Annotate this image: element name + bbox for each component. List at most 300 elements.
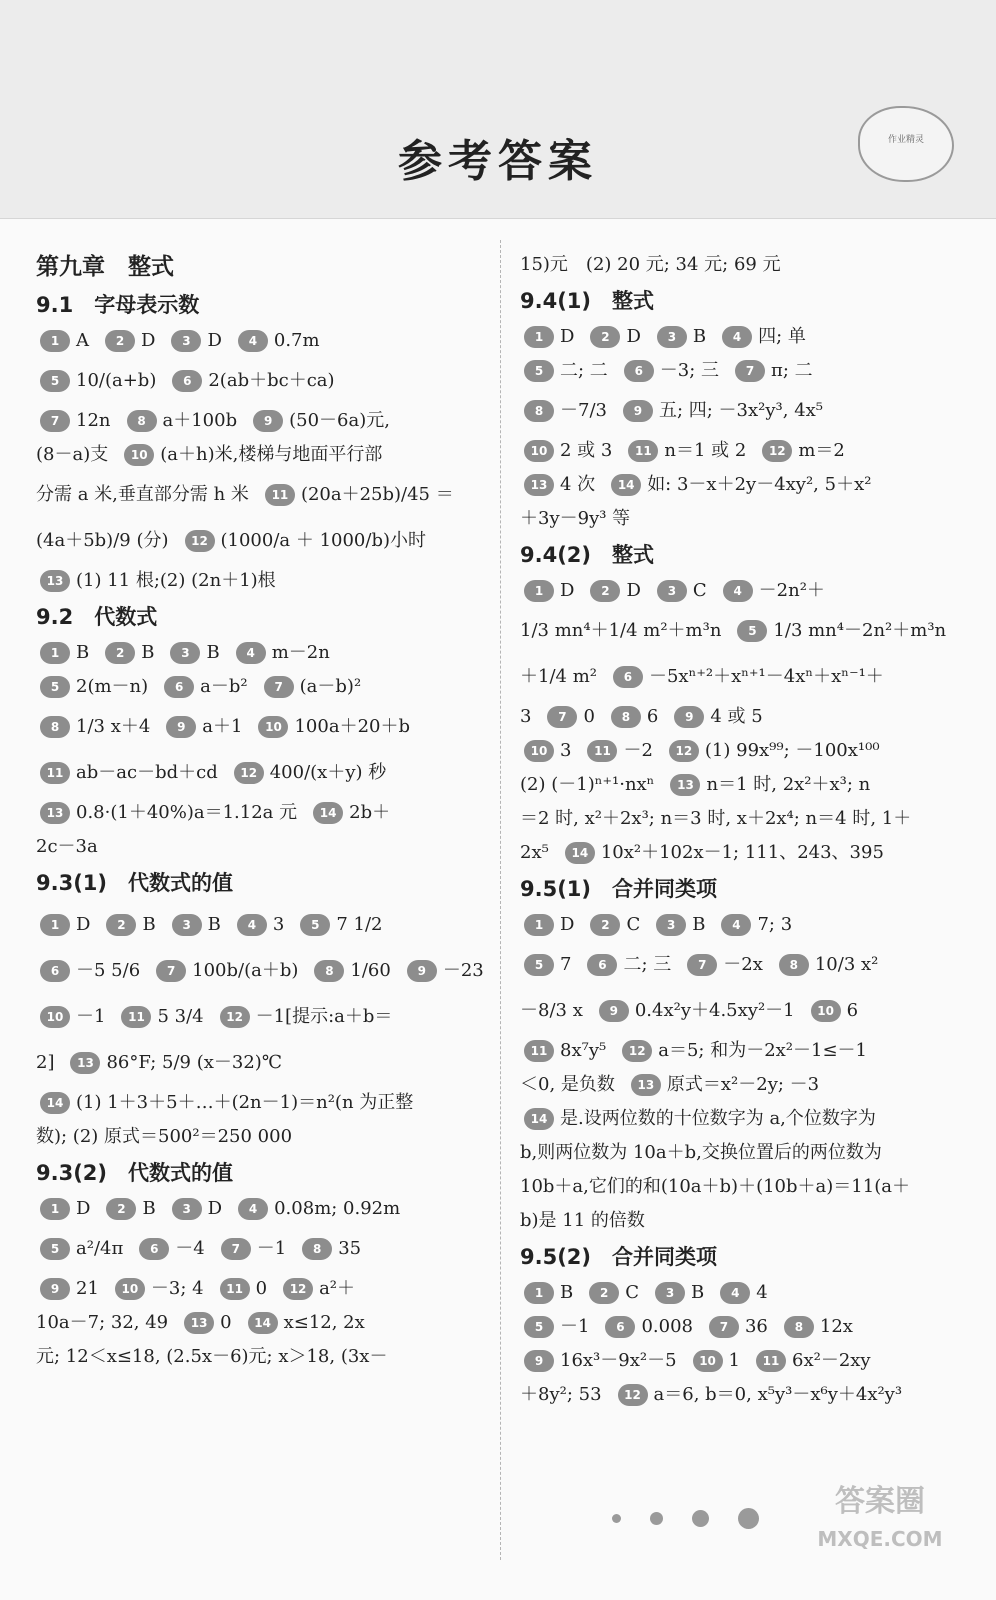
answer-text: (1) 11 根;(2) (2n＋1)根 xyxy=(76,570,276,591)
answer-text: 二; 三 xyxy=(623,954,672,975)
answer-line xyxy=(36,670,484,704)
answer-text: 100a＋20＋b xyxy=(294,716,410,737)
answer-text: －1 xyxy=(256,1238,287,1259)
question-number-badge: 9 xyxy=(40,1278,70,1300)
answer-text: 86°F; 5/9 (x－32)℃ xyxy=(106,1052,282,1073)
answer-text: ＋3y－9y³ 等 xyxy=(520,508,631,529)
answer-line xyxy=(36,438,484,472)
answer-text: 1/3 mn⁴－2n²＋m³n xyxy=(773,620,947,641)
answer-text: －8/3 x xyxy=(520,1000,583,1021)
answer-text: 6x²－2xy xyxy=(792,1350,871,1371)
answer-text: B xyxy=(207,914,221,935)
answer-text: 7 1/2 xyxy=(336,914,383,935)
answer-text: －3; 三 xyxy=(659,360,720,381)
answer-text: 12x xyxy=(819,1316,853,1337)
question-number-badge: 4 xyxy=(720,1282,750,1304)
answer-text: 分需 a 米,垂直部分需 h 米 xyxy=(36,484,249,505)
answer-text: (1) 1＋3＋5＋…＋(2n－1)＝n²(n 为正整 xyxy=(76,1092,414,1113)
answer-text: D xyxy=(207,1198,223,1219)
question-number-badge: 12 xyxy=(669,740,699,762)
answer-text: －5 5/6 xyxy=(76,960,141,981)
answer-text: 2(ab＋bc＋ca) xyxy=(208,370,335,391)
question-number-badge: 1 xyxy=(40,914,70,936)
question-number-badge: 6 xyxy=(164,676,194,698)
answer-text: ＋1/4 m² xyxy=(520,666,597,687)
question-number-badge: 3 xyxy=(172,1198,202,1220)
answer-line xyxy=(36,796,484,830)
answer-text: 12n xyxy=(76,410,111,431)
answer-text: C xyxy=(692,580,707,601)
section-heading: 9.5(2) 合并同类项 xyxy=(520,1245,718,1269)
answer-text: D xyxy=(141,330,156,351)
answer-text: D xyxy=(560,914,575,935)
question-number-badge: 12 xyxy=(762,440,792,462)
answer-text: 6 xyxy=(646,706,659,727)
section-heading: 9.4(2) 整式 xyxy=(520,543,655,567)
question-number-badge: 7 xyxy=(221,1238,251,1260)
answer-line xyxy=(36,948,484,994)
answer-text: a－b² xyxy=(200,676,248,697)
section-heading: 9.4(1) 整式 xyxy=(520,289,655,313)
answer-text: a＋1 xyxy=(202,716,243,737)
answer-text: 原式＝x²－2y; －3 xyxy=(666,1074,820,1095)
question-number-badge: 8 xyxy=(784,1316,814,1338)
question-number-badge: 13 xyxy=(524,474,554,496)
answer-line xyxy=(520,434,960,468)
answer-text: B xyxy=(141,642,155,663)
answer-line xyxy=(520,1102,960,1136)
answer-text: B xyxy=(206,642,220,663)
question-number-badge: 13 xyxy=(670,774,700,796)
answer-text: 0.4x²y＋4.5xy²－1 xyxy=(634,1000,795,1021)
answer-text: 1/3 x＋4 xyxy=(76,716,151,737)
answer-line xyxy=(36,994,484,1040)
answer-line xyxy=(520,320,960,354)
answer-text: (a＋h)米,楼梯与地面平行部 xyxy=(160,444,383,465)
answer-text: a²＋ xyxy=(319,1278,356,1299)
answer-text: π; 二 xyxy=(771,360,813,381)
question-number-badge: 12 xyxy=(185,530,215,552)
question-number-badge: 12 xyxy=(622,1040,652,1062)
answer-line xyxy=(520,654,960,700)
answer-text: 二; 二 xyxy=(560,360,608,381)
answer-line xyxy=(36,564,484,598)
answer-text: a²/4π xyxy=(76,1238,124,1259)
answer-line xyxy=(36,1306,484,1340)
question-number-badge: 3 xyxy=(655,1282,685,1304)
answer-line xyxy=(520,1378,960,1412)
answer-text: n＝1 时, 2x²＋x³; n xyxy=(706,774,871,795)
question-number-badge: 6 xyxy=(172,370,202,392)
answer-line xyxy=(520,502,960,536)
question-number-badge: 11 xyxy=(628,440,658,462)
question-number-badge: 14 xyxy=(313,802,343,824)
answer-text: －4 xyxy=(175,1238,205,1259)
answer-line xyxy=(36,902,484,948)
answer-line xyxy=(520,388,960,434)
question-number-badge: 6 xyxy=(624,360,654,382)
answer-text: 10b＋a,它们的和(10a＋b)＋(10b＋a)＝11(a＋ xyxy=(520,1176,910,1197)
answer-text: 10a－7; 32, 49 xyxy=(36,1312,169,1333)
answer-text: 36 xyxy=(744,1316,768,1337)
question-number-badge: 10 xyxy=(693,1350,723,1372)
answer-text: 7 xyxy=(560,954,572,975)
answer-text: x≤12, 2x xyxy=(283,1312,365,1333)
answer-text: (a－b)² xyxy=(299,676,362,697)
answer-text: m＝2 xyxy=(798,440,845,461)
answer-line xyxy=(36,704,484,750)
question-number-badge: 7 xyxy=(687,954,717,976)
answer-line xyxy=(36,1040,484,1086)
question-number-badge: 13 xyxy=(40,802,70,824)
answer-text: 五; 四; －3x²y³, 4x⁵ xyxy=(658,400,824,421)
question-number-badge: 9 xyxy=(407,960,437,982)
question-number-badge: 8 xyxy=(314,960,344,982)
section-heading: 9.1 字母表示数 xyxy=(36,293,200,317)
answer-text: (4a＋5b)/9 (分) xyxy=(36,530,169,551)
question-number-badge: 7 xyxy=(735,360,765,382)
answer-line xyxy=(520,802,960,836)
answer-text: 5 3/4 xyxy=(157,1006,204,1027)
question-number-badge: 14 xyxy=(565,842,595,864)
badge-text: 作业精灵 xyxy=(887,135,924,145)
question-number-badge: 14 xyxy=(248,1312,278,1334)
question-number-badge: 10 xyxy=(811,1000,841,1022)
question-number-badge: 9 xyxy=(524,1350,554,1372)
section-heading: 9.3(2) 代数式的值 xyxy=(36,1161,234,1185)
question-number-badge: 9 xyxy=(253,410,283,432)
answer-text: n＝1 或 2 xyxy=(664,440,747,461)
question-number-badge: 8 xyxy=(40,716,70,738)
answer-line xyxy=(520,908,960,942)
question-number-badge: 2 xyxy=(590,914,620,936)
question-number-badge: 5 xyxy=(40,1238,70,1260)
question-number-badge: 1 xyxy=(524,1282,554,1304)
answer-text: －1 xyxy=(76,1006,106,1027)
answer-text: 是.设两位数的十位数字为 a,个位数字为 xyxy=(560,1108,876,1129)
answer-text: －5xⁿ⁺²＋xⁿ⁺¹－4xⁿ＋xⁿ⁻¹＋ xyxy=(648,666,884,687)
answer-text: A xyxy=(76,330,89,351)
question-number-badge: 12 xyxy=(220,1006,250,1028)
answer-line xyxy=(520,700,960,734)
header-band xyxy=(0,0,996,219)
answer-line xyxy=(36,636,484,670)
question-number-badge: 9 xyxy=(166,716,196,738)
answer-line xyxy=(520,1170,960,1204)
answer-line xyxy=(520,468,960,502)
question-number-badge: 14 xyxy=(524,1108,554,1130)
question-number-badge: 12 xyxy=(618,1384,648,1406)
question-number-badge: 9 xyxy=(599,1000,629,1022)
question-number-badge: 11 xyxy=(220,1278,250,1300)
answer-line xyxy=(36,404,484,438)
answer-line xyxy=(520,1344,960,1378)
answer-text: B xyxy=(692,914,706,935)
answer-line xyxy=(520,734,960,768)
watermark-line1: 答案圈 xyxy=(835,1484,925,1519)
answer-text: (50－6a)元, xyxy=(289,410,390,431)
question-number-badge: 7 xyxy=(156,960,186,982)
question-number-badge: 11 xyxy=(756,1350,786,1372)
answer-text: 如: 3－x＋2y－4xy², 5＋x² xyxy=(647,474,872,495)
answer-line xyxy=(36,1086,484,1120)
question-number-badge: 1 xyxy=(524,914,554,936)
question-number-badge: 4 xyxy=(723,580,753,602)
answer-line xyxy=(36,1226,484,1272)
question-number-badge: 4 xyxy=(721,914,751,936)
question-number-badge: 1 xyxy=(524,580,554,602)
answer-line xyxy=(36,518,484,564)
answer-text: a＝5; 和为－2x²－1≤－1 xyxy=(658,1040,867,1061)
question-number-badge: 3 xyxy=(656,914,686,936)
question-number-badge: 13 xyxy=(70,1052,100,1074)
answer-text: －23 xyxy=(442,960,484,981)
right-answer-column xyxy=(520,248,960,1412)
question-number-badge: 8 xyxy=(302,1238,332,1260)
question-number-badge: 6 xyxy=(139,1238,169,1260)
question-number-badge: 7 xyxy=(264,676,294,698)
answer-line xyxy=(520,1034,960,1068)
section-heading: 9.3(1) 代数式的值 xyxy=(36,871,234,895)
question-number-badge: 3 xyxy=(657,326,687,348)
answer-line xyxy=(520,574,960,608)
answer-text: 3 xyxy=(520,706,532,727)
answer-text: 2b＋ xyxy=(349,802,391,823)
answer-text: 4 或 5 xyxy=(710,706,763,727)
answer-line xyxy=(520,942,960,988)
answer-text: D xyxy=(76,1198,91,1219)
answer-line xyxy=(36,324,484,358)
question-number-badge: 7 xyxy=(40,410,70,432)
question-number-badge: 1 xyxy=(40,1198,70,1220)
answer-text: 10x²＋102x－1; 111、243、395 xyxy=(600,842,884,863)
answer-text: (8－a)支 xyxy=(36,444,109,465)
left-answer-column xyxy=(36,248,484,1374)
question-number-badge: 13 xyxy=(631,1074,661,1096)
answer-text: 1/60 xyxy=(350,960,391,981)
answer-text: 4 次 xyxy=(560,474,596,495)
question-number-badge: 7 xyxy=(709,1316,739,1338)
dot xyxy=(738,1508,759,1529)
answer-text: 21 xyxy=(76,1278,99,1299)
answer-line xyxy=(520,248,960,282)
answer-text: 15)元 (2) 20 元; 34 元; 69 元 xyxy=(520,254,781,275)
question-number-badge: 13 xyxy=(40,570,70,592)
column-divider xyxy=(500,240,501,1560)
question-number-badge: 2 xyxy=(106,914,136,936)
answer-line xyxy=(36,1340,484,1374)
question-number-badge: 4 xyxy=(237,914,267,936)
question-number-badge: 2 xyxy=(105,330,135,352)
answer-text: D xyxy=(626,326,641,347)
question-number-badge: 8 xyxy=(611,706,641,728)
answer-text: 400/(x＋y) 秒 xyxy=(269,762,387,783)
answer-text: B xyxy=(76,642,90,663)
question-number-badge: 14 xyxy=(611,474,641,496)
question-number-badge: 1 xyxy=(524,326,554,348)
answer-text: 10/3 x² xyxy=(814,954,879,975)
question-number-badge: 14 xyxy=(40,1092,70,1114)
question-number-badge: 3 xyxy=(172,914,202,936)
answer-text: D xyxy=(560,326,575,347)
question-number-badge: 10 xyxy=(524,440,554,462)
answer-line xyxy=(520,1068,960,1102)
answer-text: ab－ac－bd＋cd xyxy=(76,762,218,783)
question-number-badge: 5 xyxy=(524,1316,554,1338)
answer-text: a＋100b xyxy=(162,410,238,431)
answer-line xyxy=(520,1136,960,1170)
question-number-badge: 4 xyxy=(238,330,268,352)
answer-line xyxy=(520,836,960,870)
answer-text: －2 xyxy=(623,740,653,761)
answer-text: 16x³－9x²－5 xyxy=(560,1350,677,1371)
question-number-badge: 3 xyxy=(170,642,200,664)
answer-text: 0.008 xyxy=(641,1316,693,1337)
answer-line xyxy=(36,1120,484,1154)
answer-text: b)是 11 的倍数 xyxy=(520,1210,645,1231)
answer-text: 0.8·(1＋40%)a＝1.12a 元 xyxy=(76,802,298,823)
answer-line xyxy=(520,1204,960,1238)
question-number-badge: 4 xyxy=(238,1198,268,1220)
question-number-badge: 8 xyxy=(779,954,809,976)
question-number-badge: 9 xyxy=(623,400,653,422)
answer-text: 0.08m; 0.92m xyxy=(274,1198,401,1219)
question-number-badge: 5 xyxy=(40,370,70,392)
question-number-badge: 2 xyxy=(589,1282,619,1304)
answer-text: a＝6, b＝0, x⁵y³－x⁶y＋4x²y³ xyxy=(653,1384,903,1405)
answer-text: －1[提示:a＋b＝ xyxy=(255,1006,393,1027)
answer-text: B xyxy=(142,1198,156,1219)
question-number-badge: 6 xyxy=(605,1316,635,1338)
question-number-badge: 5 xyxy=(737,620,767,642)
answer-text: B xyxy=(691,1282,705,1303)
dot xyxy=(612,1514,621,1523)
question-number-badge: 10 xyxy=(115,1278,145,1300)
answer-text: B xyxy=(142,914,156,935)
answer-line xyxy=(36,358,484,404)
section-heading: 9.2 代数式 xyxy=(36,605,158,629)
question-number-badge: 8 xyxy=(127,410,157,432)
question-number-badge: 1 xyxy=(40,642,70,664)
answer-text: m－2n xyxy=(271,642,330,663)
question-number-badge: 11 xyxy=(524,1040,554,1062)
answer-text: C xyxy=(625,1282,640,1303)
answer-text: 0.7m xyxy=(273,330,320,351)
answer-line xyxy=(36,750,484,796)
page-dots xyxy=(612,1508,783,1529)
question-number-badge: 5 xyxy=(524,954,554,976)
answer-line xyxy=(36,830,484,864)
answer-text: 0 xyxy=(220,1312,232,1333)
answer-text: B xyxy=(560,1282,574,1303)
question-number-badge: 3 xyxy=(657,580,687,602)
question-number-badge: 11 xyxy=(265,484,295,506)
section-heading: 9.5(1) 合并同类项 xyxy=(520,877,718,901)
question-number-badge: 5 xyxy=(524,360,554,382)
answer-line xyxy=(36,472,484,518)
answer-text: 0 xyxy=(583,706,595,727)
answer-line xyxy=(520,988,960,1034)
heart-badge-logo xyxy=(858,106,954,182)
question-number-badge: 6 xyxy=(587,954,617,976)
answer-text: －3; 4 xyxy=(150,1278,204,1299)
page-title: 参考答案 xyxy=(398,136,598,187)
question-number-badge: 12 xyxy=(234,762,264,784)
answer-text: 2x⁵ xyxy=(520,842,549,863)
question-number-badge: 6 xyxy=(40,960,70,982)
question-number-badge: 11 xyxy=(587,740,617,762)
question-number-badge: 2 xyxy=(590,580,620,602)
question-number-badge: 1 xyxy=(40,330,70,352)
question-number-badge: 11 xyxy=(121,1006,151,1028)
answer-text: 四; 单 xyxy=(758,326,806,347)
answer-text: ＋8y²; 53 xyxy=(520,1384,602,1405)
answer-text: 2 或 3 xyxy=(560,440,613,461)
answer-text: －2n²＋ xyxy=(758,580,825,601)
answer-text: 数); (2) 原式＝500²＝250 000 xyxy=(36,1126,293,1147)
question-number-badge: 2 xyxy=(106,1198,136,1220)
answer-text: b,则两位数为 10a＋b,交换位置后的两位数为 xyxy=(520,1142,882,1163)
question-number-badge: 4 xyxy=(236,642,266,664)
answer-line xyxy=(36,1272,484,1306)
answer-text: 2c－3a xyxy=(36,836,98,857)
watermark-line2: MXQE.COM xyxy=(817,1527,943,1551)
answer-line xyxy=(36,1192,484,1226)
question-number-badge: 3 xyxy=(171,330,201,352)
dot xyxy=(692,1510,709,1527)
answer-text: 8x⁷y⁵ xyxy=(560,1040,607,1061)
answer-line xyxy=(520,608,960,654)
answer-text: D xyxy=(560,580,575,601)
question-number-badge: 5 xyxy=(300,914,330,936)
dot xyxy=(650,1512,663,1525)
answer-text: 6 xyxy=(846,1000,859,1021)
answer-text: －2x xyxy=(723,954,763,975)
question-number-badge: 10 xyxy=(124,444,154,466)
watermark xyxy=(800,1478,960,1578)
question-number-badge: 4 xyxy=(722,326,752,348)
question-number-badge: 13 xyxy=(184,1312,214,1334)
question-number-badge: 6 xyxy=(613,666,643,688)
answer-text: 3 xyxy=(560,740,572,761)
answer-text: 2(m－n) xyxy=(76,676,149,697)
answer-text: 1 xyxy=(728,1350,740,1371)
answer-text: 3 xyxy=(272,914,285,935)
question-number-badge: 2 xyxy=(105,642,135,664)
question-number-badge: 5 xyxy=(40,676,70,698)
section-heading: 第九章 整式 xyxy=(36,254,174,280)
answer-text: (1) 99x⁹⁹; －100x¹⁰⁰ xyxy=(704,740,880,761)
answer-text: －1 xyxy=(560,1316,590,1337)
question-number-badge: 12 xyxy=(283,1278,313,1300)
answer-text: 0 xyxy=(255,1278,268,1299)
question-number-badge: 10 xyxy=(524,740,554,762)
question-number-badge: 10 xyxy=(258,716,288,738)
answer-text: (20a＋25b)/45 ＝ xyxy=(300,484,454,505)
answer-text: B xyxy=(692,326,707,347)
answer-text: (1000/a ＋ 1000/b)小时 xyxy=(220,530,426,551)
answer-text: 10/(a+b) xyxy=(76,370,157,391)
answer-text: 4 xyxy=(756,1282,768,1303)
answer-text: ＜0, 是负数 xyxy=(520,1074,615,1095)
question-number-badge: 7 xyxy=(547,706,577,728)
answer-text: －7/3 xyxy=(560,400,607,421)
question-number-badge: 11 xyxy=(40,762,70,784)
answer-line xyxy=(520,1310,960,1344)
answer-text: D xyxy=(76,914,91,935)
answer-line xyxy=(520,768,960,802)
answer-text: 元; 12＜x≤18, (2.5x－6)元; x＞18, (3x－ xyxy=(36,1346,388,1367)
